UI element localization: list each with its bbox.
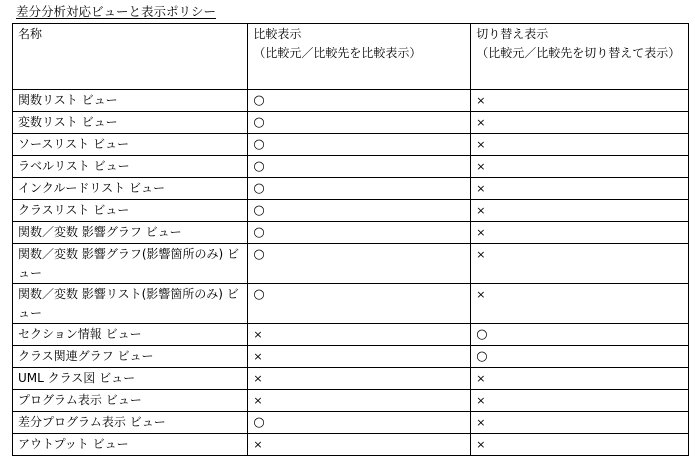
switch-cell (471, 346, 689, 368)
view-name-cell: 関数／変数 影響リスト(影響箇所のみ) ビュー (13, 284, 248, 324)
switch-cell (471, 90, 689, 112)
table-row (13, 390, 689, 412)
compare-mark: ○ (253, 225, 265, 240)
switch-mark: × (476, 138, 486, 151)
compare-cell (248, 412, 471, 434)
compare-mark: ○ (253, 115, 265, 130)
switch-mark: ○ (476, 349, 488, 364)
switch-mark: × (476, 182, 486, 195)
header-switch-note: （比較元／比較先を切り替えて表示） (476, 46, 681, 60)
switch-mark: × (476, 116, 486, 129)
header-switch-label: 切り替え表示 (476, 27, 549, 41)
compare-mark: ○ (253, 93, 265, 108)
compare-mark: × (253, 438, 263, 451)
table-row (13, 156, 689, 178)
compare-cell (248, 346, 471, 368)
table-row (13, 90, 689, 112)
compare-cell (248, 284, 471, 324)
compare-mark: × (253, 350, 263, 363)
compare-mark: ○ (253, 137, 265, 152)
compare-cell (248, 178, 471, 200)
compare-cell (248, 324, 471, 346)
table-row (13, 346, 689, 368)
switch-cell (471, 222, 689, 244)
header-switch (471, 24, 689, 90)
compare-cell (248, 90, 471, 112)
view-policy-table (12, 23, 689, 456)
table-row (13, 134, 689, 156)
compare-mark: ○ (253, 415, 265, 430)
view-name-cell: セクション情報 ビュー (13, 324, 248, 346)
table-row (13, 222, 689, 244)
switch-mark: × (476, 288, 486, 301)
compare-mark: × (253, 394, 263, 407)
header-compare-note: （比較元／比較先を比較表示） (253, 46, 422, 60)
table-row (13, 112, 689, 134)
switch-mark: × (476, 204, 486, 217)
switch-cell (471, 284, 689, 324)
document-title: 差分分析対応ビューと表示ポリシー (16, 4, 217, 19)
table-row (13, 412, 689, 434)
table-row (13, 284, 689, 324)
table-body (13, 90, 689, 456)
compare-mark: ○ (253, 159, 265, 174)
table-row (13, 368, 689, 390)
header-compare (248, 24, 471, 90)
view-name-cell: 差分プログラム表示 ビュー (13, 412, 248, 434)
compare-cell (248, 368, 471, 390)
table-row (13, 324, 689, 346)
table-row (13, 178, 689, 200)
switch-cell (471, 156, 689, 178)
switch-cell (471, 368, 689, 390)
compare-mark: ○ (253, 181, 265, 196)
switch-cell (471, 324, 689, 346)
view-name-cell: 関数／変数 影響グラフ ビュー (13, 222, 248, 244)
view-name-cell: ラベルリスト ビュー (13, 156, 248, 178)
compare-cell (248, 222, 471, 244)
table-row (13, 244, 689, 284)
switch-mark: × (476, 160, 486, 173)
switch-mark: × (476, 226, 486, 239)
view-name-cell: クラス関連グラフ ビュー (13, 346, 248, 368)
compare-mark: ○ (253, 203, 265, 218)
switch-cell (471, 134, 689, 156)
switch-mark: × (476, 438, 486, 451)
view-name-cell: プログラム表示 ビュー (13, 390, 248, 412)
view-name-cell: UML クラス図 ビュー (13, 368, 248, 390)
header-name (13, 24, 248, 90)
view-name-cell: 関数リスト ビュー (13, 90, 248, 112)
header-compare-label: 比較表示 (253, 27, 302, 41)
compare-cell (248, 156, 471, 178)
view-name-cell: 変数リスト ビュー (13, 112, 248, 134)
switch-cell (471, 244, 689, 284)
compare-cell (248, 244, 471, 284)
switch-mark: × (476, 394, 486, 407)
switch-cell (471, 412, 689, 434)
compare-cell (248, 200, 471, 222)
compare-cell (248, 112, 471, 134)
view-name-cell: クラスリスト ビュー (13, 200, 248, 222)
compare-cell (248, 434, 471, 456)
compare-mark: × (253, 372, 263, 385)
compare-mark: ○ (253, 287, 265, 302)
switch-cell (471, 178, 689, 200)
header-name-label: 名称 (18, 27, 43, 41)
switch-mark: × (476, 248, 486, 261)
table-row (13, 434, 689, 456)
switch-cell (471, 112, 689, 134)
table-header-row (13, 24, 689, 90)
switch-mark: ○ (476, 327, 488, 342)
switch-cell (471, 434, 689, 456)
view-name-cell: インクルードリスト ビュー (13, 178, 248, 200)
switch-mark: × (476, 94, 486, 107)
switch-cell (471, 200, 689, 222)
switch-mark: × (476, 372, 486, 385)
switch-cell (471, 390, 689, 412)
compare-mark: ○ (253, 247, 265, 262)
compare-cell (248, 134, 471, 156)
view-name-cell: ソースリスト ビュー (13, 134, 248, 156)
table-row (13, 200, 689, 222)
view-name-cell: アウトプット ビュー (13, 434, 248, 456)
view-name-cell: 関数／変数 影響グラフ(影響箇所のみ) ビュー (13, 244, 248, 284)
compare-cell (248, 390, 471, 412)
switch-mark: × (476, 416, 486, 429)
compare-mark: × (253, 328, 263, 341)
